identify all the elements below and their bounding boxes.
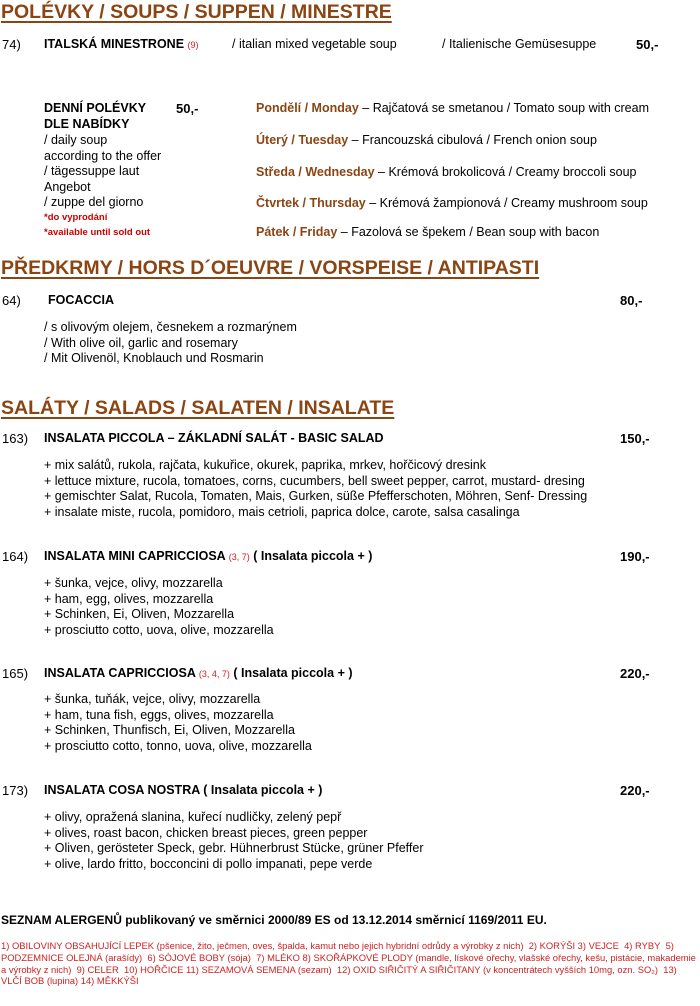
day-soup: – Rajčatová se smetanou / Tomato soup with cream — [362, 101, 649, 115]
item-desc-en: / italian mixed vegetable soup — [232, 37, 397, 51]
ingredient-line: + Schinken, Ei, Oliven, Mozzarella — [44, 607, 235, 622]
daily-desc-line: Angebot — [44, 179, 91, 194]
item-ingredients — [44, 576, 274, 638]
item-name — [44, 549, 372, 563]
day-label: Středa / Wednesday — [256, 165, 375, 179]
item-ingredients — [44, 458, 587, 520]
item-extra: ( Insalata piccola + ) — [253, 549, 373, 563]
allergen-item: 4) RYBY — [624, 940, 661, 951]
item-name-text: INSALATA CAPRICCIOSA — [44, 666, 196, 680]
ingredient-line: + insalate miste, rucola, pomidoro, mais cetrioli, paprica dolce, carote, salsa casalinga — [44, 504, 520, 519]
day-label: Úterý / Tuesday — [256, 133, 349, 147]
day-soup-wednesday — [256, 165, 637, 179]
item-name — [44, 783, 322, 797]
starters-heading: PŘEDKRMY / HORS D´OEUVRE / VORSPEISE / ANTIPASTI — [1, 257, 540, 279]
ingredient-line: + prosciutto cotto, tonno, uova, olive, mozzarella — [44, 738, 312, 753]
allergen-item: 1) OBILOVINY OBSAHUJÍCÍ LEPEK (pšenice, žito, ječmen, oves, špalda, kamut nebo jejich hybridní odrůdy a výrobky z nich) — [1, 940, 524, 951]
day-soup: – Krémová brokolicová / Creamy broccoli soup — [378, 165, 637, 179]
daily-desc-line: / zuppe del giorno — [44, 195, 144, 210]
item-ingredients — [44, 810, 424, 872]
desc-line: / s olivovým olejem, česnekem a rozmarýnem — [44, 320, 297, 334]
allergen-item: 12) OXID SIŘIČITÝ A SIŘIČITANY (v koncentrátech vyšších 10mg, ozn. SO₂) — [336, 963, 659, 975]
allergen-item: 2) KORÝŠI — [528, 940, 576, 951]
ingredient-line: + Schinken, Thunfisch, Ei, Oliven, Mozzarella — [44, 723, 295, 738]
item-extra: ( Insalata piccola + ) — [233, 666, 353, 680]
item-price: 150,- — [620, 431, 650, 446]
day-label: Čtvrtek / Thursday — [256, 196, 366, 210]
daily-soup-name-1: DENNÍ POLÉVKY — [44, 101, 147, 115]
allergen-item: 14) MĚKKÝŠI — [80, 975, 139, 987]
item-allergens: (3, 4, 7) — [198, 669, 230, 679]
item-number: 165) — [2, 666, 29, 681]
ingredient-line: + mix salátů, rukola, rajčata, kukuřice, okurek, paprika, mrkev, hořčicový dresink — [44, 458, 486, 472]
sold-out-note-cz: *do vyprodání — [44, 212, 108, 223]
item-name-text: INSALATA MINI CAPRICCIOSA — [44, 549, 226, 563]
ingredient-line: + šunka, tuňák, vejce, olivy, mozzarella — [44, 692, 261, 706]
allergen-list-title: SEZNAM ALERGENŮ publikovaný ve směrnici 2000/89 ES od 13.12.2014 směrnicí 1169/2011 EU. — [1, 913, 547, 927]
item-allergens: (3, 7) — [228, 552, 250, 562]
ingredient-line: + lettuce mixture, rucola, tomatoes, corns, cucumbers, bell sweet pepper, carrot, mustard- dresing — [44, 473, 585, 488]
item-name-text: INSALATA COSA NOSTRA — [44, 783, 200, 797]
item-desc-de: / Italienische Gemüsesuppe — [442, 37, 597, 51]
item-ingredients — [44, 692, 312, 754]
sold-out-note-en: *available until sold out — [44, 227, 151, 238]
ingredient-line: + olive, lardo fritto, bocconcini di pollo impanati, pepe verde — [44, 856, 373, 871]
allergen-item: 9) CELER — [76, 963, 119, 975]
ingredient-line: + Oliven, gerösteter Speck, gebr. Hühnerbrust Stücke, grüner Pfeffer — [44, 841, 424, 856]
item-number: 173) — [2, 783, 29, 798]
day-soup-tuesday — [256, 133, 597, 147]
allergen-item: 11) SEZAMOVÁ SEMENA (sezam) — [185, 963, 332, 975]
item-number: 74) — [2, 37, 21, 52]
item-allergens: (9) — [187, 40, 199, 50]
allergen-item: 13) VLČÍ BOB (lupina) — [1, 963, 677, 987]
item-name: FOCACCIA — [48, 293, 114, 307]
daily-soup-name-2: DLE NABÍDKY — [44, 117, 130, 131]
item-name — [44, 37, 199, 51]
allergen-item: 7) MLÉKO — [256, 951, 300, 963]
allergen-item: 8) SKOŘÁPKOVÉ PLODY (mandle, lískové ořechy, vlašské ořechy, kešu, pistácie, makademie a výrobky z nich) — [1, 951, 696, 975]
salads-heading: SALÁTY / SALADS / SALATEN / INSALATE — [1, 397, 395, 419]
daily-desc-line: / tägessuppe laut — [44, 164, 140, 179]
day-label: Pátek / Friday — [256, 225, 338, 239]
ingredient-line: + olivy, opražená slanina, kuřecí nudličky, zelený pepř — [44, 810, 342, 824]
ingredient-line: + gemischter Salat, Rucola, Tomaten, Mais, Gurken, süße Pfefferschoten, Möhren, Senf- Dressing — [44, 489, 588, 504]
item-price: 220,- — [620, 666, 650, 681]
item-name-text: ITALSKÁ MINESTRONE — [44, 37, 185, 51]
item-price: 80,- — [620, 293, 643, 308]
item-name — [44, 666, 353, 680]
daily-soup-desc — [44, 133, 161, 211]
allergen-item: 6) SÓJOVÉ BOBY (sója) — [147, 951, 251, 963]
item-price: 220,- — [620, 783, 650, 798]
ingredient-line: + ham, tuna fish, eggs, olives, mozzarella — [44, 707, 274, 722]
allergen-item: 5) PODZEMNICE OLEJNÁ (arašídy) — [1, 940, 674, 963]
item-description — [44, 320, 297, 367]
day-soup: – Krémová žampionová / Creamy mushroom soup — [369, 196, 648, 210]
item-number: 64) — [2, 293, 21, 308]
ingredient-line: + olives, roast bacon, chicken breast pieces, green pepper — [44, 825, 368, 840]
allergen-item: 10) HOŘČICE — [123, 963, 184, 975]
ingredient-line: + prosciutto cotto, uova, olive, mozzarella — [44, 622, 274, 637]
soups-heading: POLÉVKY / SOUPS / SUPPEN / MINESTRE — [1, 1, 392, 23]
item-number: 163) — [2, 431, 29, 446]
desc-line: / Mit Olivenöl, Knoblauch und Rosmarin — [44, 351, 264, 366]
day-soup: – Francouzská cibulová / French onion soup — [351, 133, 597, 147]
item-price: 190,- — [620, 549, 650, 564]
item-name: INSALATA PICCOLA – ZÁKLADNÍ SALÁT - BASIC SALAD — [44, 431, 384, 445]
allergen-item: 3) VEJCE — [577, 940, 619, 951]
daily-desc-line: according to the offer — [44, 148, 162, 163]
day-soup: – Fazolová se špekem / Bean soup with bacon — [340, 225, 600, 239]
day-soup-monday — [256, 101, 649, 115]
item-number: 164) — [2, 549, 29, 564]
desc-line: / With olive oil, garlic and rosemary — [44, 335, 238, 350]
daily-desc-line: / daily soup — [44, 133, 108, 147]
allergen-list — [1, 940, 697, 987]
day-label: Pondělí / Monday — [256, 101, 359, 115]
ingredient-line: + ham, egg, olives, mozzarella — [44, 591, 214, 606]
item-extra: ( Insalata piccola + ) — [203, 783, 323, 797]
day-soup-thursday — [256, 196, 648, 210]
item-price: 50,- — [636, 37, 659, 52]
day-soup-friday — [256, 225, 599, 239]
ingredient-line: + šunka, vejce, olivy, mozzarella — [44, 576, 223, 590]
daily-soup-price: 50,- — [176, 101, 199, 116]
